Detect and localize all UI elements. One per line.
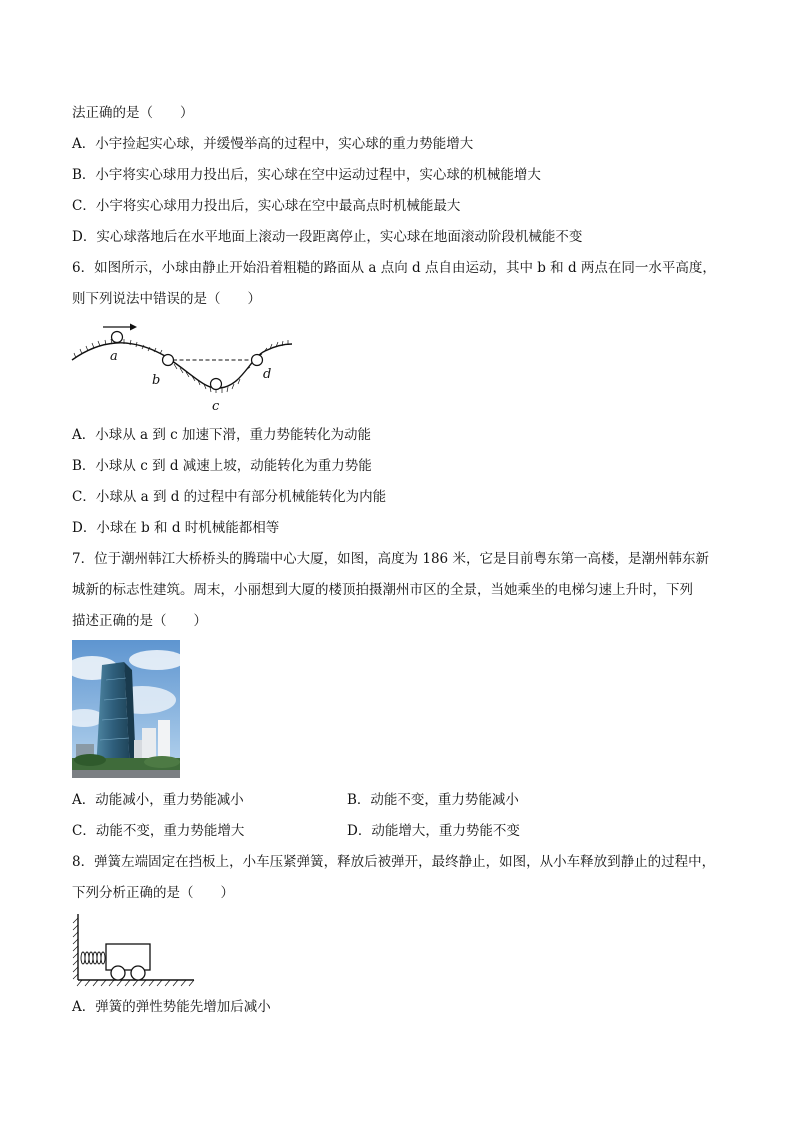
q6-option-a: A．小球从 a 到 c 加速下滑，重力势能转化为动能 [72,427,372,443]
q7-stem-line1: 7．位于潮州韩江大桥桥头的腾瑞中心大厦，如图，高度为 186 米，它是目前粤东第一高楼，是潮州韩东新 [72,551,709,567]
q6-option-d: D．小球在 b 和 d 时机械能都相等 [72,520,280,536]
label-a: a [110,349,118,364]
q7-stem-line3: 描述正确的是（ ） [72,613,207,629]
q8-stem-line1: 8．弹簧左端固定在挡板上，小车压紧弹簧，释放后被弹开，最终静止，如图，从小车释放到静止的过程中， [72,854,716,870]
q8-spring-cart-figure [70,912,200,990]
q7-option-d: D．动能增大，重力势能不变 [347,823,520,839]
q8-option-a: A．弹簧的弹性势能先增加后减小 [72,999,271,1015]
q7-stem-line2: 城新的标志性建筑。周末，小丽想到大厦的楼顶拍摄潮州市区的全景，当她乘坐的电梯匀速上升时，下列 [72,582,693,598]
ball-a [112,332,123,343]
q6-stem-line2: 则下列说法中错误的是（ ） [72,291,261,307]
label-b: b [152,373,161,388]
spring-icon [81,952,105,964]
motion-arrow-icon [103,324,137,331]
ball-c [211,379,222,390]
q5-option-d: D．实心球落地后在水平地面上滚动一段距离停止，实心球在地面滚动阶段机械能不变 [72,229,583,245]
q6-track-figure [70,318,296,414]
q5-stem-tail: 法正确的是（ ） [72,105,194,121]
ball-d [252,355,263,366]
q5-option-b: B．小宇将实心球用力投出后，实心球在空中运动过程中，实心球的机械能增大 [72,167,541,183]
cart-icon [106,944,150,980]
q7-option-b: B．动能不变，重力势能减小 [347,792,519,808]
ball-b [163,355,174,366]
q7-option-a: A．动能减小，重力势能减小 [72,792,244,808]
q6-option-c: C．小球从 a 到 d 的过程中有部分机械能转化为内能 [72,489,387,505]
label-c: c [212,399,220,414]
q5-option-c: C．小宇将实心球用力投出后，实心球在空中最高点时机械能最大 [72,198,461,214]
label-d: d [263,367,272,382]
q6-stem-line1: 6．如图所示，小球由静止开始沿着粗糙的路面从 a 点向 d 点自由运动，其中 b 和 d 两点在同一水平高度， [72,260,716,276]
q6-option-b: B．小球从 c 到 d 减速上坡，动能转化为重力势能 [72,458,372,474]
q7-option-c: C．动能不变，重力势能增大 [72,823,245,839]
q8-stem-line2: 下列分析正确的是（ ） [72,885,234,901]
tengrui-tower-photo [72,640,180,778]
q5-option-a: A．小宇捡起实心球，并缓慢举高的过程中，实心球的重力势能增大 [72,136,474,152]
